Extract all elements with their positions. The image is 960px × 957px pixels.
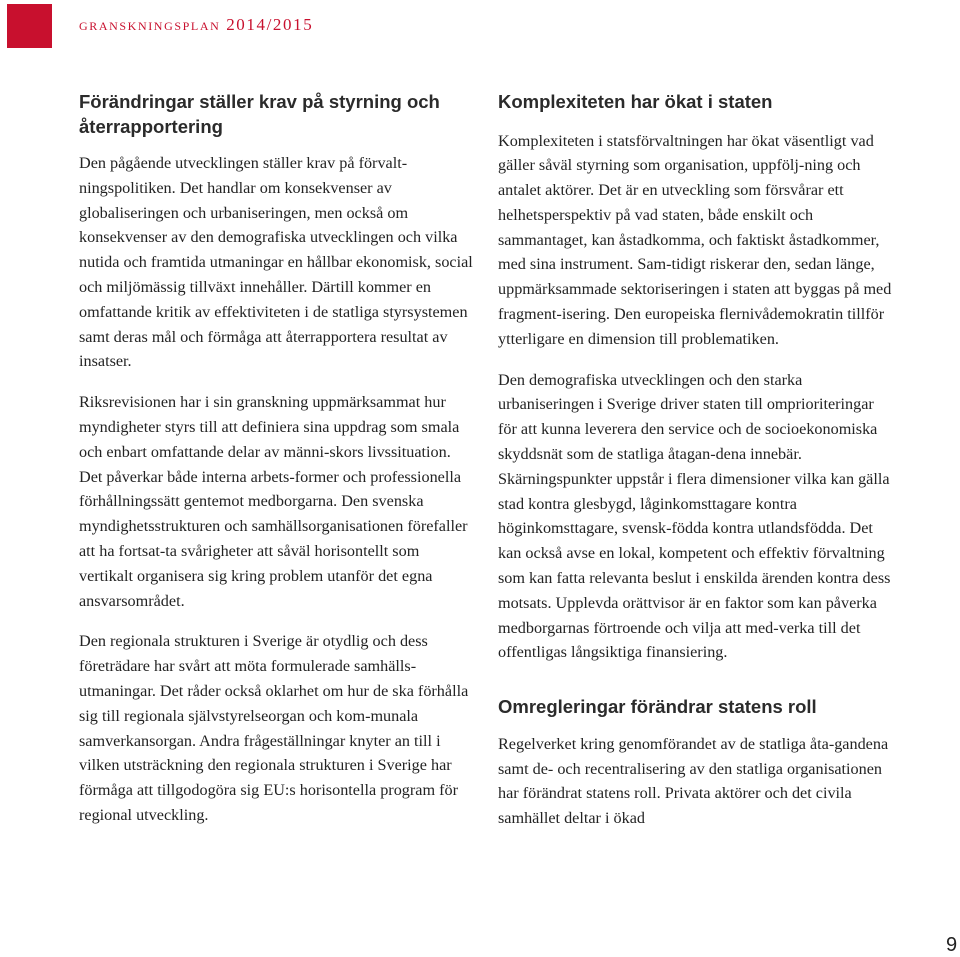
left-paragraph: Den regionala strukturen i Sverige är otydlig och dess företrädare har svårt att möta formulerade samhälls-utmaningar. Det råder också oklarhet om hur de ska förhålla sig till regionala självstyrelseorgan och kom-munala samverkansorgan. Andra frågeställningar knyter an till i vilken utsträckning den regionala strukturen i Sverige har förmåga att tillgodogöra sig EU:s horisontella program för regional utveckling. <box>79 632 469 824</box>
left-heading: Förändringar ställer krav på styrning och återrapportering <box>79 91 440 137</box>
left-paragraph: Den pågående utvecklingen ställer krav på förvalt-ningspolitiken. Det handlar om konsekvenser av globaliseringen och urbaniseringen, men också om konsekvenser av den demografiska utvecklingen och vilka nutida och framtida utmaningar en hållbar ekonomisk, social och miljömässig tillväxt innehåller. Därtill kommer en omfattande kritik av effektiviteten i de statliga styrsystemen samt deras mål och förmåga att återrapportera resultat av insatser. <box>79 154 473 371</box>
left-paragraph: Riksrevisionen har i sin granskning uppmärksammat hur myndigheter styrs till att definiera sina uppdrag som smala och enbart omfattande delar av männi-skors livssituation. Det påverkar både interna arbets-former och professionella förhållningssätt gentemot medborgarna. Den svenska myndighetsstrukturen och samhällsorganisationen förefaller att ha fortsat-ta svårigheter att såväl horisontellt som vertikalt organisera sig kring problem utanför det egna ansvarsområdet. <box>79 393 468 610</box>
right-paragraph: Den demografiska utvecklingen och den starka urbaniseringen i Sverige driver staten till omprioriteringar för att kunna leverera den service och de socioekonomiska skyddsnät som de statliga åtagan-dena innebär. Skärningspunkter uppstår i flera dimensioner vilka kan gälla stad kontra glesbygd, låginkomsttagare kontra höginkomsttagare, svensk-födda kontra utlandsfödda. Det kan också avse en lokal, kompetent och effektiv förvaltning som kan fatta relevanta beslut i enskilda ärenden kontra dess motsats. Upplevda orättvisor är en faktor som kan påverka medborgarnas förtroende och vilja att med-verka till det offentligas långsiktiga finansiering. <box>498 370 891 662</box>
section-marker <box>7 4 52 48</box>
right-paragraph: Komplexiteten i statsförvaltningen har ökat väsentligt vad gäller såväl styrning som organisation, uppfölj-ning och antalet aktörer. Det är en utveckling som försvårar ett helhetsperspektiv på vad staten, både enskilt och sammantaget, kan åstadkomma, och faktiskt åstadkommer, med sina instrument. Sam-tidigt riskerar den, sedan länge, uppmärksammade sektoriseringen i staten att byggas på med fragment-isering. Den europeiska flernivådemokratin tillför ytterligare en dimension till problematiken. <box>498 131 892 348</box>
right-heading-reregulation: Omregleringar förändrar statens roll <box>498 696 817 718</box>
right-heading-complexity: Komplexiteten har ökat i staten <box>498 91 773 112</box>
left-column <box>79 90 474 844</box>
right-column <box>498 90 893 847</box>
right-paragraph: Regelverket kring genomförandet av de statliga åta-gandena samt de- och recentralisering av den statliga organisationen har förändrat statens roll. Privata aktörer och det civila samhället deltar i ökad <box>498 734 889 828</box>
running-header: granskningsplan 2014/2015 <box>79 15 314 34</box>
page-number: 9 <box>946 934 958 956</box>
